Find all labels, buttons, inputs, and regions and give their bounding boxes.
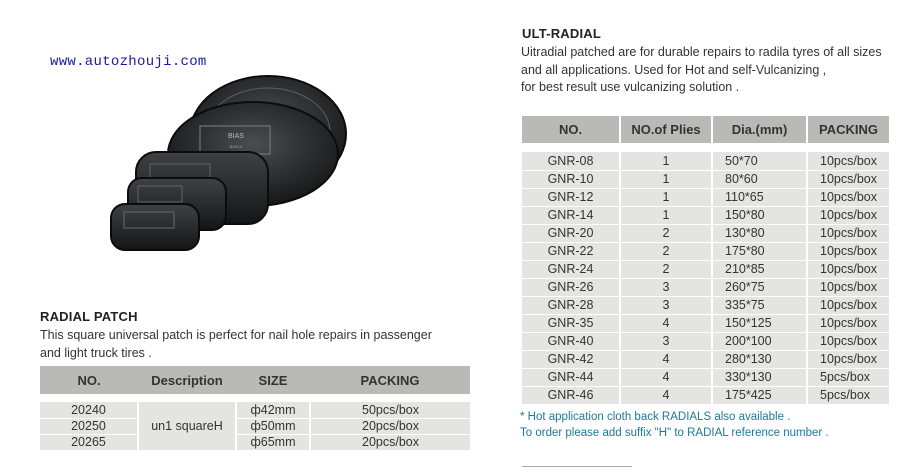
cell-plies: 4 [620, 350, 712, 368]
cell-no: GNR-08 [522, 152, 620, 170]
cell-size: ф42mm [236, 402, 310, 418]
table-row [522, 386, 889, 404]
cell-packing: 10pcs/box [807, 152, 889, 170]
column-header-no: NO. [40, 366, 138, 394]
divider [522, 466, 632, 467]
cell-plies: 3 [620, 296, 712, 314]
cell-dia: 175*425 [712, 386, 807, 404]
table-row [40, 402, 470, 418]
table-row [522, 188, 889, 206]
table-row [522, 314, 889, 332]
radial-patch-table [40, 366, 470, 451]
column-header-size: SIZE [236, 366, 310, 394]
cell-packing: 10pcs/box [807, 206, 889, 224]
table-row [522, 350, 889, 368]
cell-plies: 1 [620, 170, 712, 188]
cell-no: 20265 [40, 434, 138, 450]
table-row [522, 152, 889, 170]
patch-label-bias: BIAS [228, 133, 244, 140]
cell-packing: 50pcs/box [310, 402, 470, 418]
cell-no: GNR-20 [522, 224, 620, 242]
cell-no: GNR-12 [522, 188, 620, 206]
cell-packing: 10pcs/box [807, 170, 889, 188]
table-row [522, 368, 889, 386]
cell-dia: 330*130 [712, 368, 807, 386]
cell-plies: 3 [620, 332, 712, 350]
column-header-description: Description [138, 366, 236, 394]
cell-plies: 1 [620, 206, 712, 224]
cell-packing: 5pcs/box [807, 368, 889, 386]
cell-packing: 10pcs/box [807, 260, 889, 278]
table-row [522, 332, 889, 350]
rubber-patches-image [108, 74, 348, 254]
cell-packing: 10pcs/box [807, 314, 889, 332]
cell-plies: 4 [620, 386, 712, 404]
ult-radial-table [522, 116, 889, 405]
ult-radial-order-note: To order please add suffix "H" to RADIAL reference number . [520, 427, 829, 439]
table-row [40, 434, 470, 450]
ult-radial-description-line: Uitradial patched are for durable repairs to radila tyres of all sizes [521, 45, 882, 59]
radial-patch-description-line: This square universal patch is perfect for nail hole repairs in passenger [40, 328, 432, 342]
cell-no: GNR-24 [522, 260, 620, 278]
radial-patch-title: RADIAL PATCH [40, 309, 138, 324]
column-header-plies: NO.of Plies [620, 116, 712, 143]
ult-radial-description-line: for best result use vulcanizing solution . [521, 80, 740, 94]
cell-no: GNR-14 [522, 206, 620, 224]
cell-size: ф50mm [236, 418, 310, 434]
cell-no: GNR-26 [522, 278, 620, 296]
cell-packing: 10pcs/box [807, 350, 889, 368]
cell-size: ф65mm [236, 434, 310, 450]
cell-dia: 130*80 [712, 224, 807, 242]
cell-no: GNR-10 [522, 170, 620, 188]
ult-radial-description [521, 44, 882, 97]
ult-radial-description-line: and all applications. Used for Hot and self-Vulcanizing , [521, 62, 827, 77]
cell-plies: 2 [620, 242, 712, 260]
column-header-no: NO. [522, 116, 620, 143]
cell-dia: 80*60 [712, 170, 807, 188]
column-header-dia: Dia.(mm) [712, 116, 807, 143]
cell-no: 20240 [40, 402, 138, 418]
cell-plies: 4 [620, 314, 712, 332]
cell-description: un1 squareH [138, 402, 236, 450]
table-row [522, 206, 889, 224]
cell-dia: 210*85 [712, 260, 807, 278]
cell-packing: 10pcs/box [807, 224, 889, 242]
cell-packing: 5pcs/box [807, 386, 889, 404]
cell-plies: 2 [620, 260, 712, 278]
cell-no: 20250 [40, 418, 138, 434]
table-row [522, 296, 889, 314]
cell-dia: 50*70 [712, 152, 807, 170]
cell-packing: 10pcs/box [807, 332, 889, 350]
cell-no: GNR-46 [522, 386, 620, 404]
cell-plies: 1 [620, 152, 712, 170]
patch-label-bias-4: BIAS-4 [229, 144, 243, 149]
cell-packing: 10pcs/box [807, 188, 889, 206]
cell-no: GNR-44 [522, 368, 620, 386]
cell-plies: 4 [620, 368, 712, 386]
cell-packing: 10pcs/box [807, 242, 889, 260]
table-row [522, 170, 889, 188]
cell-dia: 175*80 [712, 242, 807, 260]
ult-radial-title: ULT-RADIAL [522, 26, 602, 41]
cell-dia: 110*65 [712, 188, 807, 206]
cell-packing: 10pcs/box [807, 296, 889, 314]
cell-dia: 200*100 [712, 332, 807, 350]
cell-dia: 280*130 [712, 350, 807, 368]
watermark-url: www.autozhouji.com [50, 54, 207, 70]
cell-dia: 260*75 [712, 278, 807, 296]
cell-no: GNR-40 [522, 332, 620, 350]
table-row [40, 418, 470, 434]
table-row [522, 242, 889, 260]
cell-dia: 150*125 [712, 314, 807, 332]
ult-radial-note: * Hot application cloth back RADIALS also available . [520, 411, 791, 423]
column-header-packing: PACKING [807, 116, 889, 143]
cell-packing: 20pcs/box [310, 434, 470, 450]
table-row [522, 224, 889, 242]
cell-plies: 1 [620, 188, 712, 206]
radial-patch-description-line: and light truck tires . [40, 345, 152, 360]
cell-no: GNR-28 [522, 296, 620, 314]
table-row [522, 260, 889, 278]
cell-no: GNR-22 [522, 242, 620, 260]
table-row [522, 278, 889, 296]
cell-dia: 335*75 [712, 296, 807, 314]
cell-dia: 150*80 [712, 206, 807, 224]
column-header-packing: PACKING [310, 366, 470, 394]
cell-no: GNR-35 [522, 314, 620, 332]
cell-plies: 2 [620, 224, 712, 242]
cell-packing: 20pcs/box [310, 418, 470, 434]
cell-no: GNR-42 [522, 350, 620, 368]
radial-patch-description [40, 327, 432, 362]
cell-plies: 3 [620, 278, 712, 296]
cell-packing: 10pcs/box [807, 278, 889, 296]
